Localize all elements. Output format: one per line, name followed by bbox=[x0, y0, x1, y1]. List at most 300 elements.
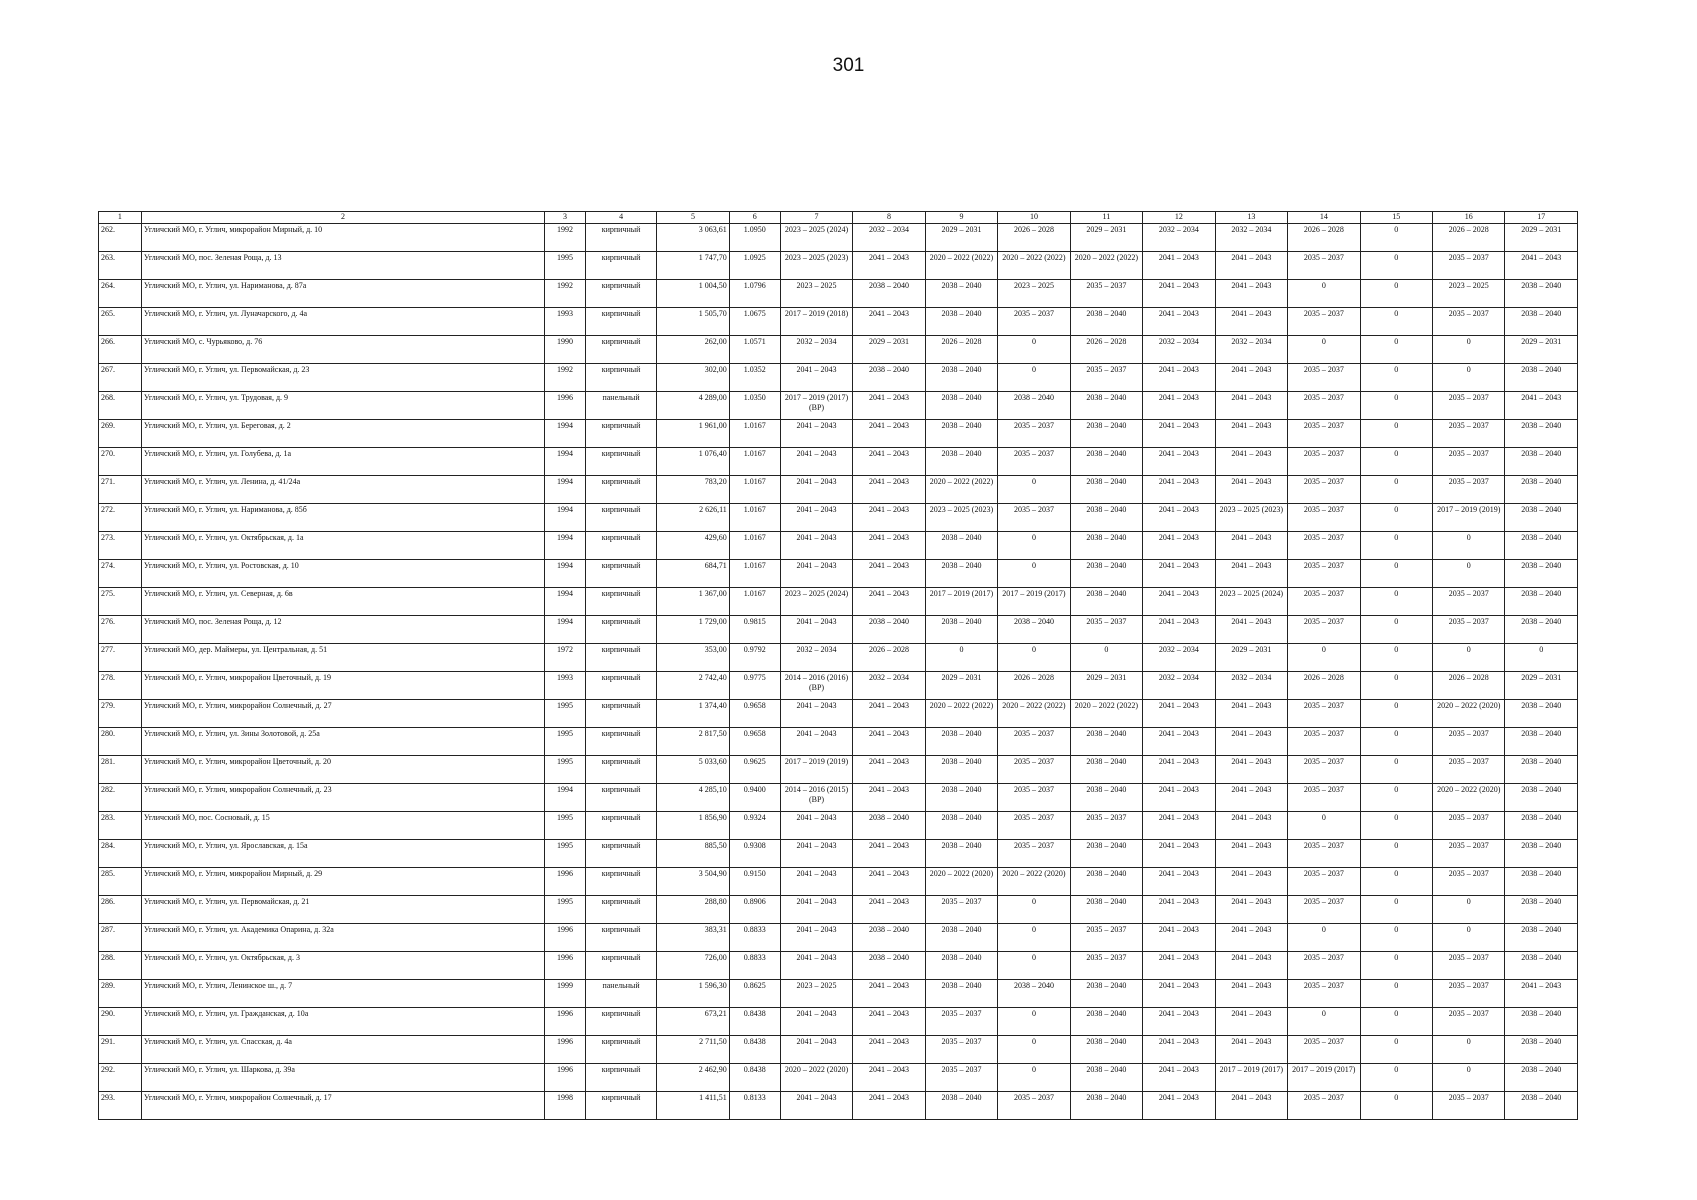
table-cell: 2038 – 2040 bbox=[1070, 1064, 1142, 1092]
table-cell: 0.8438 bbox=[729, 1008, 780, 1036]
table-cell: 2038 – 2040 bbox=[853, 280, 925, 308]
table-cell: 429,60 bbox=[657, 532, 729, 560]
table-cell: 2035 – 2037 bbox=[1433, 952, 1505, 980]
table-cell: 2041 – 2043 bbox=[780, 896, 852, 924]
table-cell: 2032 – 2034 bbox=[1215, 336, 1287, 364]
table-cell: 2041 – 2043 bbox=[1215, 812, 1287, 840]
table-cell: 2035 – 2037 bbox=[1288, 784, 1360, 812]
table-cell: 0 bbox=[1433, 1036, 1505, 1064]
table-cell: 1994 bbox=[545, 532, 586, 560]
table-cell: 0 bbox=[1360, 588, 1432, 616]
table-cell: 0.8625 bbox=[729, 980, 780, 1008]
table-cell: 2038 – 2040 bbox=[1070, 308, 1142, 336]
table-cell: 0 bbox=[1360, 1092, 1432, 1120]
table-cell: 0.9324 bbox=[729, 812, 780, 840]
table-cell: 2029 – 2031 bbox=[1215, 644, 1287, 672]
table-cell: 1999 bbox=[545, 980, 586, 1008]
table-cell: 2038 – 2040 bbox=[1505, 280, 1578, 308]
table-cell: кирпичный bbox=[585, 700, 656, 728]
table-cell: 2035 – 2037 bbox=[998, 420, 1070, 448]
table-cell: 1992 bbox=[545, 280, 586, 308]
table-cell: 0.9400 bbox=[729, 784, 780, 812]
table-cell: 2038 – 2040 bbox=[1505, 420, 1578, 448]
table-cell: 0 bbox=[998, 476, 1070, 504]
table-row bbox=[99, 1036, 1578, 1064]
table-cell: 684,71 bbox=[657, 560, 729, 588]
table-cell: 2041 – 2043 bbox=[780, 476, 852, 504]
table-cell: 1994 bbox=[545, 420, 586, 448]
table-cell: 2032 – 2034 bbox=[853, 224, 925, 252]
table-cell: 2038 – 2040 bbox=[1505, 560, 1578, 588]
table-cell: 2041 – 2043 bbox=[1143, 504, 1215, 532]
table-cell: 2032 – 2034 bbox=[1215, 224, 1287, 252]
table-cell: 2041 – 2043 bbox=[1143, 812, 1215, 840]
table-cell: 0 bbox=[1288, 644, 1360, 672]
table-cell: 1994 bbox=[545, 560, 586, 588]
table-cell: 2032 – 2034 bbox=[1143, 224, 1215, 252]
address-cell: Угличский МО, г. Углич, микрорайон Солнечный, д. 17 bbox=[141, 1092, 544, 1120]
table-cell: 2038 – 2040 bbox=[925, 784, 997, 812]
table-cell: 2026 – 2028 bbox=[853, 644, 925, 672]
table-cell: 0 bbox=[998, 560, 1070, 588]
table-cell: 0.8833 bbox=[729, 924, 780, 952]
table-cell: 2038 – 2040 bbox=[925, 560, 997, 588]
table-cell: 2017 – 2019 (2017) bbox=[998, 588, 1070, 616]
table-cell: 2041 – 2043 bbox=[853, 840, 925, 868]
table-cell: 2041 – 2043 bbox=[780, 504, 852, 532]
table-cell: 5 033,60 bbox=[657, 756, 729, 784]
table-cell: 0 bbox=[1360, 336, 1432, 364]
table-cell: 2035 – 2037 bbox=[1433, 812, 1505, 840]
row-number-cell: 293. bbox=[99, 1092, 142, 1120]
table-cell: 2035 – 2037 bbox=[1288, 840, 1360, 868]
table-cell: 2041 – 2043 bbox=[780, 924, 852, 952]
table-row bbox=[99, 588, 1578, 616]
table-cell: 2038 – 2040 bbox=[1070, 784, 1142, 812]
table-cell: 1995 bbox=[545, 840, 586, 868]
table-cell: 2038 – 2040 bbox=[925, 308, 997, 336]
table-cell: 0.9150 bbox=[729, 868, 780, 896]
row-number-cell: 291. bbox=[99, 1036, 142, 1064]
table-cell: 1 076,40 bbox=[657, 448, 729, 476]
row-number-cell: 265. bbox=[99, 308, 142, 336]
table-cell: 2035 – 2037 bbox=[1433, 868, 1505, 896]
table-cell: кирпичный bbox=[585, 364, 656, 392]
table-cell: 2029 – 2031 bbox=[1505, 224, 1578, 252]
table-cell: кирпичный bbox=[585, 728, 656, 756]
table-row bbox=[99, 644, 1578, 672]
table-cell: 2029 – 2031 bbox=[1505, 336, 1578, 364]
table-cell: 0 bbox=[1360, 840, 1432, 868]
table-cell: 2038 – 2040 bbox=[925, 532, 997, 560]
table-cell: 2026 – 2028 bbox=[998, 672, 1070, 700]
table-cell: 2035 – 2037 bbox=[998, 756, 1070, 784]
table-cell: 2041 – 2043 bbox=[1215, 448, 1287, 476]
table-cell: кирпичный bbox=[585, 1092, 656, 1120]
table-cell: 2035 – 2037 bbox=[1070, 952, 1142, 980]
table-cell: 2041 – 2043 bbox=[1143, 728, 1215, 756]
table-cell: 2041 – 2043 bbox=[1215, 560, 1287, 588]
table-cell: 2035 – 2037 bbox=[1288, 392, 1360, 420]
address-cell: Угличский МО, г. Углич, ул. Ярославская, д. 15а bbox=[141, 840, 544, 868]
table-cell: 0 bbox=[1360, 1064, 1432, 1092]
row-number-cell: 276. bbox=[99, 616, 142, 644]
table-cell: кирпичный bbox=[585, 672, 656, 700]
table-cell: 2038 – 2040 bbox=[1505, 448, 1578, 476]
table-row bbox=[99, 980, 1578, 1008]
table-cell: 1 004,50 bbox=[657, 280, 729, 308]
table-cell: кирпичный bbox=[585, 1008, 656, 1036]
table-cell: 0 bbox=[998, 532, 1070, 560]
table-cell: кирпичный bbox=[585, 924, 656, 952]
table-cell: 2041 – 2043 bbox=[1143, 1036, 1215, 1064]
table-cell: 2041 – 2043 bbox=[853, 728, 925, 756]
table-cell: 302,00 bbox=[657, 364, 729, 392]
table-cell: 2023 – 2025 (2023) bbox=[1215, 504, 1287, 532]
table-cell: 2 462,90 bbox=[657, 1064, 729, 1092]
table-cell: 2035 – 2037 bbox=[1288, 420, 1360, 448]
table-cell: 0 bbox=[1505, 644, 1578, 672]
table-cell: 0 bbox=[925, 644, 997, 672]
table-cell: 1993 bbox=[545, 308, 586, 336]
table-cell: 0 bbox=[1433, 336, 1505, 364]
table-cell: 2041 – 2043 bbox=[1143, 420, 1215, 448]
table-row bbox=[99, 1092, 1578, 1120]
column-header-15: 15 bbox=[1360, 212, 1432, 224]
table-cell: 2035 – 2037 bbox=[1070, 924, 1142, 952]
table-cell: 2029 – 2031 bbox=[925, 672, 997, 700]
table-cell: 0.9658 bbox=[729, 700, 780, 728]
table-cell: 1 505,70 bbox=[657, 308, 729, 336]
row-number-cell: 286. bbox=[99, 896, 142, 924]
table-cell: 2035 – 2037 bbox=[1288, 504, 1360, 532]
table-cell: 2017 – 2019 (2017) bbox=[1288, 1064, 1360, 1092]
table-cell: 2035 – 2037 bbox=[1288, 588, 1360, 616]
table-cell: 2035 – 2037 bbox=[925, 1008, 997, 1036]
table-cell: 1.0167 bbox=[729, 420, 780, 448]
table-cell: 2038 – 2040 bbox=[925, 980, 997, 1008]
table-cell: 2035 – 2037 bbox=[1288, 980, 1360, 1008]
table-cell: 2035 – 2037 bbox=[1433, 448, 1505, 476]
table-cell: 2035 – 2037 bbox=[1288, 1036, 1360, 1064]
row-number-cell: 292. bbox=[99, 1064, 142, 1092]
table-cell: 2023 – 2025 (2024) bbox=[780, 224, 852, 252]
table-cell: кирпичный bbox=[585, 252, 656, 280]
row-number-cell: 278. bbox=[99, 672, 142, 700]
table-cell: 0 bbox=[1433, 560, 1505, 588]
table-cell: 1.0167 bbox=[729, 448, 780, 476]
table-cell: 1998 bbox=[545, 1092, 586, 1120]
table-cell: кирпичный bbox=[585, 532, 656, 560]
table-cell: 0 bbox=[1360, 672, 1432, 700]
table-cell: 2041 – 2043 bbox=[1215, 756, 1287, 784]
table-cell: 2038 – 2040 bbox=[925, 364, 997, 392]
table-cell: кирпичный bbox=[585, 616, 656, 644]
table-cell: 2 711,50 bbox=[657, 1036, 729, 1064]
table-cell: 2041 – 2043 bbox=[1143, 364, 1215, 392]
table-cell: 2035 – 2037 bbox=[1288, 616, 1360, 644]
table-cell: 2035 – 2037 bbox=[1433, 1008, 1505, 1036]
address-cell: Угличский МО, г. Углич, ул. Первомайская, д. 21 bbox=[141, 896, 544, 924]
table-cell: кирпичный bbox=[585, 336, 656, 364]
table-row bbox=[99, 364, 1578, 392]
table-cell: 0 bbox=[1288, 336, 1360, 364]
address-cell: Угличский МО, г. Углич, ул. Ленина, д. 41/24а bbox=[141, 476, 544, 504]
table-cell: кирпичный bbox=[585, 812, 656, 840]
table-cell: 2 817,50 bbox=[657, 728, 729, 756]
table-cell: 2041 – 2043 bbox=[1215, 1008, 1287, 1036]
table-cell: 2029 – 2031 bbox=[925, 224, 997, 252]
table-cell: кирпичный bbox=[585, 588, 656, 616]
table-cell: 0 bbox=[998, 336, 1070, 364]
table-cell: 2035 – 2037 bbox=[1288, 560, 1360, 588]
row-number-cell: 280. bbox=[99, 728, 142, 756]
row-number-cell: 288. bbox=[99, 952, 142, 980]
table-cell: 2038 – 2040 bbox=[1070, 868, 1142, 896]
column-header-13: 13 bbox=[1215, 212, 1287, 224]
table-cell: 2041 – 2043 bbox=[853, 420, 925, 448]
table-cell: 2035 – 2037 bbox=[1288, 896, 1360, 924]
table-row bbox=[99, 784, 1578, 812]
address-cell: Угличский МО, г. Углич, ул. Трудовая, д. 9 bbox=[141, 392, 544, 420]
table-cell: 2038 – 2040 bbox=[1070, 1008, 1142, 1036]
table-cell: 1994 bbox=[545, 448, 586, 476]
row-number-cell: 285. bbox=[99, 868, 142, 896]
schedule-table bbox=[98, 211, 1578, 1120]
table-cell: кирпичный bbox=[585, 448, 656, 476]
table-row bbox=[99, 280, 1578, 308]
table-cell: 2038 – 2040 bbox=[1070, 392, 1142, 420]
table-cell: 0.8438 bbox=[729, 1036, 780, 1064]
table-cell: 2041 – 2043 bbox=[780, 364, 852, 392]
column-header-1: 1 bbox=[99, 212, 142, 224]
address-cell: Угличский МО, г. Углич, ул. Октябрьская, д. 1а bbox=[141, 532, 544, 560]
table-cell: 0 bbox=[1070, 644, 1142, 672]
table-cell: 2032 – 2034 bbox=[1143, 672, 1215, 700]
table-cell: 2041 – 2043 bbox=[780, 952, 852, 980]
table-row bbox=[99, 476, 1578, 504]
table-cell: 2017 – 2019 (2017) bbox=[925, 588, 997, 616]
table-cell: 2041 – 2043 bbox=[1215, 952, 1287, 980]
table-cell: 2035 – 2037 bbox=[998, 784, 1070, 812]
table-cell: 2 742,40 bbox=[657, 672, 729, 700]
table-cell: 0 bbox=[1360, 392, 1432, 420]
table-cell: 1.0167 bbox=[729, 588, 780, 616]
table-cell: 0.9775 bbox=[729, 672, 780, 700]
table-cell: 2041 – 2043 bbox=[1143, 896, 1215, 924]
table-cell: 0 bbox=[1288, 924, 1360, 952]
schedule-table-wrapper bbox=[98, 211, 1578, 1120]
table-cell: 0 bbox=[1360, 532, 1432, 560]
table-cell: 783,20 bbox=[657, 476, 729, 504]
table-cell: 2041 – 2043 bbox=[1505, 252, 1578, 280]
table-row bbox=[99, 308, 1578, 336]
table-cell: 2041 – 2043 bbox=[780, 700, 852, 728]
table-cell: 2041 – 2043 bbox=[1505, 980, 1578, 1008]
table-cell: 1 729,00 bbox=[657, 616, 729, 644]
table-cell: 0 bbox=[998, 1064, 1070, 1092]
table-cell: 2041 – 2043 bbox=[1143, 700, 1215, 728]
table-cell: 2041 – 2043 bbox=[1215, 1092, 1287, 1120]
row-number-cell: 262. bbox=[99, 224, 142, 252]
table-cell: 0.9308 bbox=[729, 840, 780, 868]
table-cell: 2038 – 2040 bbox=[1505, 840, 1578, 868]
table-cell: 1996 bbox=[545, 1064, 586, 1092]
table-cell: кирпичный bbox=[585, 504, 656, 532]
table-row bbox=[99, 392, 1578, 420]
row-number-cell: 271. bbox=[99, 476, 142, 504]
table-cell: 2035 – 2037 bbox=[1288, 1092, 1360, 1120]
table-cell: 0 bbox=[1360, 364, 1432, 392]
table-cell: 2020 – 2022 (2020) bbox=[1433, 784, 1505, 812]
table-cell: 1.0796 bbox=[729, 280, 780, 308]
table-cell: 2041 – 2043 bbox=[780, 616, 852, 644]
table-cell: 2041 – 2043 bbox=[853, 980, 925, 1008]
table-cell: 0 bbox=[1360, 1036, 1432, 1064]
table-cell: 2035 – 2037 bbox=[1433, 980, 1505, 1008]
address-cell: Угличский МО, г. Углич, микрорайон Цветочный, д. 20 bbox=[141, 756, 544, 784]
table-cell: 0 bbox=[1433, 532, 1505, 560]
table-cell: 2035 – 2037 bbox=[925, 896, 997, 924]
address-cell: Угличский МО, г. Углич, микрорайон Солнечный, д. 27 bbox=[141, 700, 544, 728]
table-cell: кирпичный bbox=[585, 1064, 656, 1092]
column-header-3: 3 bbox=[545, 212, 586, 224]
address-cell: Угличский МО, пос. Зеленая Роща, д. 12 bbox=[141, 616, 544, 644]
table-cell: 2038 – 2040 bbox=[1505, 896, 1578, 924]
table-cell: 2038 – 2040 bbox=[1070, 728, 1142, 756]
table-cell: 0 bbox=[1360, 1008, 1432, 1036]
table-cell: кирпичный bbox=[585, 756, 656, 784]
row-number-cell: 277. bbox=[99, 644, 142, 672]
table-cell: 2017 – 2019 (2017) bbox=[1215, 1064, 1287, 1092]
table-row bbox=[99, 812, 1578, 840]
table-cell: 2041 – 2043 bbox=[780, 448, 852, 476]
table-cell: 2 626,11 bbox=[657, 504, 729, 532]
table-row bbox=[99, 1064, 1578, 1092]
address-cell: Угличский МО, г. Углич, ул. Октябрьская, д. 3 bbox=[141, 952, 544, 980]
table-cell: 2041 – 2043 bbox=[1143, 868, 1215, 896]
table-cell: 2038 – 2040 bbox=[1505, 588, 1578, 616]
table-cell: 2023 – 2025 (2024) bbox=[780, 588, 852, 616]
table-cell: 2032 – 2034 bbox=[1143, 644, 1215, 672]
address-cell: Угличский МО, г. Углич, микрорайон Солнечный, д. 23 bbox=[141, 784, 544, 812]
table-cell: 2038 – 2040 bbox=[1070, 1036, 1142, 1064]
table-cell: 2020 – 2022 (2020) bbox=[1433, 700, 1505, 728]
table-cell: 2038 – 2040 bbox=[1070, 756, 1142, 784]
table-cell: 1996 bbox=[545, 1008, 586, 1036]
table-cell: 2041 – 2043 bbox=[1215, 980, 1287, 1008]
table-cell: кирпичный bbox=[585, 420, 656, 448]
table-cell: 1995 bbox=[545, 728, 586, 756]
address-cell: Угличский МО, г. Углич, микрорайон Мирный, д. 29 bbox=[141, 868, 544, 896]
table-cell: 2041 – 2043 bbox=[1143, 280, 1215, 308]
table-row bbox=[99, 224, 1578, 252]
table-cell: кирпичный bbox=[585, 952, 656, 980]
table-cell: 2035 – 2037 bbox=[1288, 952, 1360, 980]
table-row bbox=[99, 672, 1578, 700]
table-cell: 2038 – 2040 bbox=[1070, 420, 1142, 448]
table-cell: 0 bbox=[1360, 644, 1432, 672]
row-number-cell: 269. bbox=[99, 420, 142, 448]
column-number-row bbox=[99, 212, 1578, 224]
row-number-cell: 268. bbox=[99, 392, 142, 420]
address-cell: Угличский МО, дер. Маймеры, ул. Центральная, д. 51 bbox=[141, 644, 544, 672]
table-body bbox=[99, 212, 1578, 1120]
table-cell: 2038 – 2040 bbox=[1070, 840, 1142, 868]
row-number-cell: 287. bbox=[99, 924, 142, 952]
table-cell: 2038 – 2040 bbox=[925, 280, 997, 308]
table-cell: 2029 – 2031 bbox=[1070, 224, 1142, 252]
table-cell: 0 bbox=[1360, 308, 1432, 336]
table-cell: 2023 – 2025 (2023) bbox=[780, 252, 852, 280]
table-cell: 2038 – 2040 bbox=[1505, 476, 1578, 504]
table-cell: 2038 – 2040 bbox=[1505, 952, 1578, 980]
table-cell: 1 596,30 bbox=[657, 980, 729, 1008]
table-cell: 2020 – 2022 (2022) bbox=[998, 252, 1070, 280]
table-cell: 2038 – 2040 bbox=[925, 840, 997, 868]
table-cell: 2038 – 2040 bbox=[925, 756, 997, 784]
address-cell: Угличский МО, г. Углич, ул. Береговая, д. 2 bbox=[141, 420, 544, 448]
table-cell: 1995 bbox=[545, 252, 586, 280]
table-cell: панельный bbox=[585, 980, 656, 1008]
table-cell: 2038 – 2040 bbox=[925, 616, 997, 644]
table-cell: 0 bbox=[1360, 952, 1432, 980]
table-cell: 0 bbox=[1360, 476, 1432, 504]
table-cell: 2035 – 2037 bbox=[1288, 700, 1360, 728]
table-cell: 2035 – 2037 bbox=[1288, 868, 1360, 896]
table-cell: 2026 – 2028 bbox=[925, 336, 997, 364]
table-cell: 2038 – 2040 bbox=[853, 364, 925, 392]
table-cell: 2035 – 2037 bbox=[998, 1092, 1070, 1120]
table-cell: 0 bbox=[1288, 812, 1360, 840]
column-header-8: 8 bbox=[853, 212, 925, 224]
table-cell: 2035 – 2037 bbox=[1433, 1092, 1505, 1120]
address-cell: Угличский МО, г. Углич, ул. Академика Опарина, д. 32а bbox=[141, 924, 544, 952]
table-cell: 2038 – 2040 bbox=[1505, 616, 1578, 644]
table-cell: 2032 – 2034 bbox=[1143, 336, 1215, 364]
table-row bbox=[99, 728, 1578, 756]
address-cell: Угличский МО, г. Углич, ул. Шаркова, д. 39а bbox=[141, 1064, 544, 1092]
table-cell: 0 bbox=[1360, 896, 1432, 924]
table-cell: 2035 – 2037 bbox=[1433, 308, 1505, 336]
table-cell: 2038 – 2040 bbox=[925, 448, 997, 476]
row-number-cell: 281. bbox=[99, 756, 142, 784]
table-cell: 2041 – 2043 bbox=[1505, 392, 1578, 420]
table-cell: 2029 – 2031 bbox=[1505, 672, 1578, 700]
row-number-cell: 290. bbox=[99, 1008, 142, 1036]
table-cell: 2041 – 2043 bbox=[853, 448, 925, 476]
table-row bbox=[99, 840, 1578, 868]
column-header-17: 17 bbox=[1505, 212, 1578, 224]
table-cell: 2038 – 2040 bbox=[1070, 980, 1142, 1008]
address-cell: Угличский МО, г. Углич, ул. Гражданская, д. 10а bbox=[141, 1008, 544, 1036]
column-header-7: 7 bbox=[780, 212, 852, 224]
table-cell: 2038 – 2040 bbox=[1070, 448, 1142, 476]
table-cell: 2020 – 2022 (2022) bbox=[925, 252, 997, 280]
table-cell: 2041 – 2043 bbox=[1143, 980, 1215, 1008]
table-cell: 2017 – 2019 (2019) bbox=[1433, 504, 1505, 532]
table-cell: 1 856,90 bbox=[657, 812, 729, 840]
table-cell: 2023 – 2025 bbox=[1433, 280, 1505, 308]
table-cell: 1 374,40 bbox=[657, 700, 729, 728]
table-cell: 2041 – 2043 bbox=[780, 812, 852, 840]
table-cell: 1994 bbox=[545, 476, 586, 504]
table-cell: 2041 – 2043 bbox=[1143, 252, 1215, 280]
table-cell: 2041 – 2043 bbox=[1143, 560, 1215, 588]
table-cell: 2035 – 2037 bbox=[925, 1064, 997, 1092]
table-cell: 0 bbox=[998, 364, 1070, 392]
table-row bbox=[99, 336, 1578, 364]
